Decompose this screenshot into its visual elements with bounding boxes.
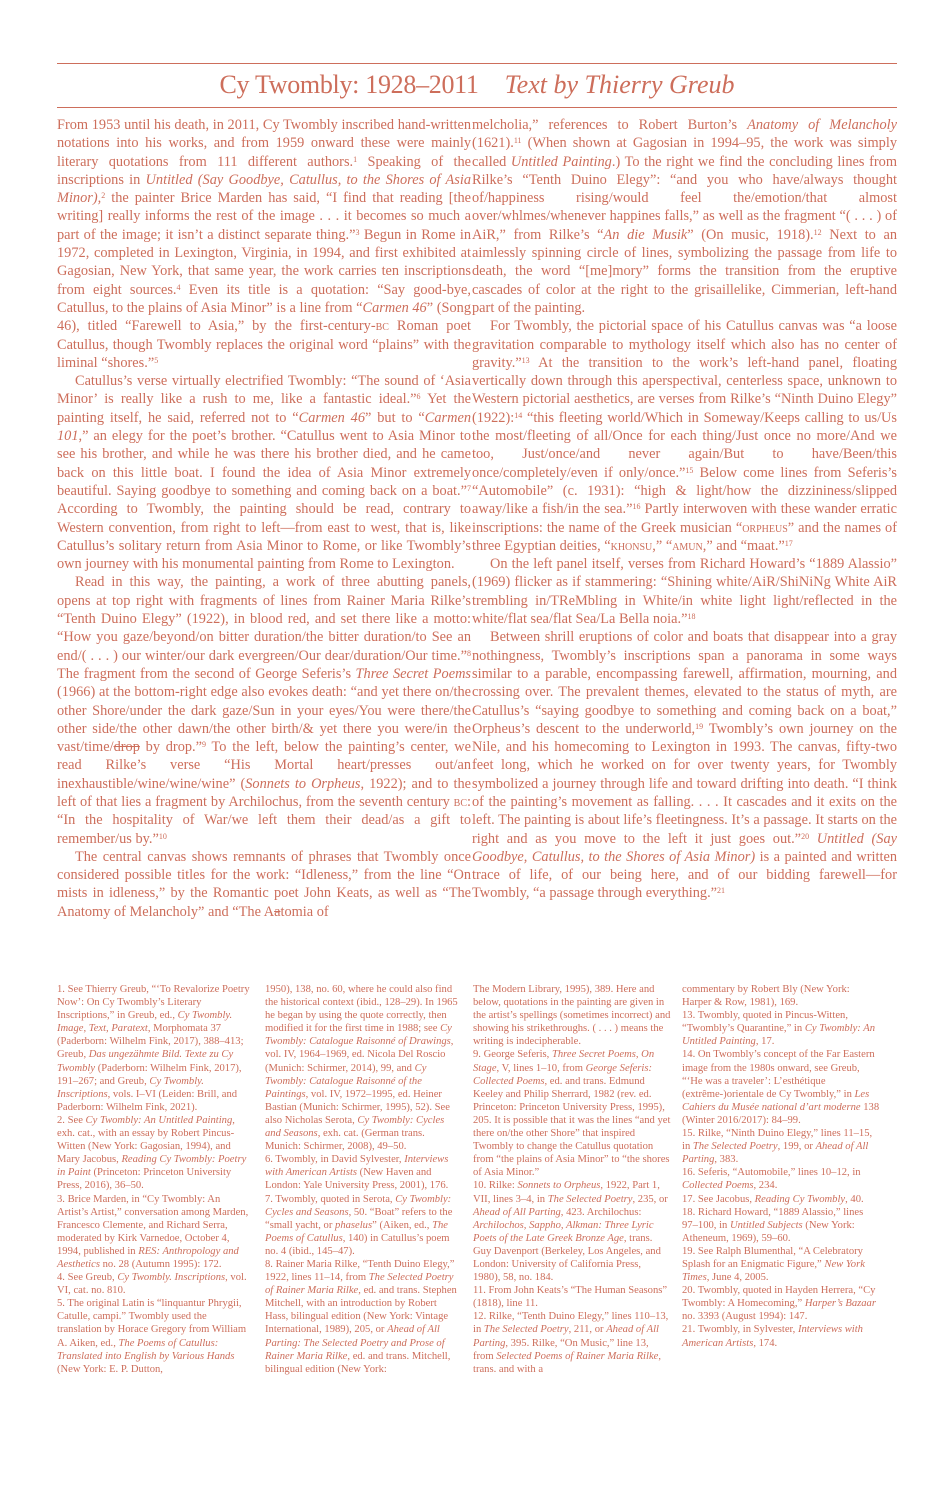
text-run: , 50. “Boat” refers to the “small yacht, or (265, 1206, 453, 1231)
italic-run: RES: Anthropology and Aesthetics (57, 1245, 239, 1270)
text-run: The Modern Library, 1995), 389. Here and below, quotations in the painting are given in the artist’s spellings (sometimes incorrect) and showing his strikethroughs. ( . . . ) means the writing is indecipherable. (473, 984, 671, 1048)
text-run: , 140) in Catullus’s poem no. 4 (ibid., 145–47). (265, 1232, 450, 1257)
text-run: , vol. IV, 1972–1995, ed. Heiner Bastian (Munich: Schirmer, 1995), 52). See also Nicholas Serota, (265, 1088, 450, 1126)
italic-run: Ahead of All Parting: The Selected Poetry and Prose of Rainer Maria Rilke (265, 1324, 445, 1362)
text-run: 10. Rilke: (473, 1180, 518, 1192)
text-run: , 395. Rilke, “On Music,” line 13, from (473, 1337, 649, 1362)
footnotes-column-4 (682, 983, 880, 1350)
text-run: (1966) at the bottom-right edge also evokes death: “and yet there on/the other Shore/under the dark gaze/Sun in your eyes/You were there/the other side/the other dawn/the other birth/& yet there you were/in the vast/time/ (57, 684, 471, 756)
text-run: , 174. (753, 1337, 778, 1349)
text-run: , 211, or (568, 1324, 607, 1336)
italic-run: Untitled (Say Goodbye, Catullus, to the Shores of Asia Minor), (57, 171, 471, 207)
text-run: , trans. Guy Davenport (Berkeley, Los Angeles, and London: University of California Press, 1980), 58, no. 184. (473, 1232, 661, 1284)
footnote-ref: 19 (695, 721, 704, 731)
footnote (682, 1206, 880, 1245)
header-rule-top (57, 63, 897, 64)
text-run: Roman poet Catullus, though Twombly replaces the original word “plains” with the liminal “shores.” (57, 318, 472, 371)
text-run: The central canvas shows remnants of phrases that Twombly once considered possible titles for the work: “Idleness,” from the line “On mists in idleness,” by the Romantic poet John Keats, as well as “The Anatomy of Melancholy” and “The A (57, 848, 471, 920)
footnote (265, 1258, 460, 1376)
footnote (57, 1297, 252, 1376)
text-run: 5. The original Latin is “linquantur Phrygii, Catulle, campi.” Twombly used the translation by Horace Gregory from William A. Aiken, ed., (57, 1298, 247, 1349)
italic-run: Cy Twombly: Catalogue Raisonné of Drawings (265, 1023, 452, 1048)
footnotes-column-2 (265, 983, 460, 1376)
text-run: 4. See Greub, (57, 1272, 118, 1284)
italic-run: Untitled Subjects (729, 1219, 803, 1231)
body-column-right (472, 116, 897, 903)
footnote-ref: 18 (687, 612, 696, 622)
text-run: , 1922); and to the left of that lies a fragment by Archilochus, from the seventh century (57, 775, 471, 810)
italic-run: Cy Twombly. Image, Text, Paratext (57, 1010, 233, 1035)
text-run: “this fleeting world/Which in Someway/Keeps calling to us/Us the most/fleeting of all/Once for each thing/Just once no more/And we too, Just/once/and never again/But to have/Been/this once/completely/even if only/once.” (472, 409, 897, 481)
struck-run: a (274, 903, 281, 920)
footnote (265, 1193, 460, 1258)
footnote (265, 983, 460, 1153)
footnote (57, 983, 252, 1114)
italic-run: Harper’s Bazaar (804, 1298, 876, 1310)
italic-run: Archilochos, Sappho, Alkman: Three Lyric Poets of the Late Greek Bronze Age (473, 1219, 654, 1244)
footnote-ref: 16 (632, 502, 641, 512)
body-paragraph (57, 848, 471, 921)
footnote-ref: 3 (355, 227, 360, 237)
text-run: 17. See Jacobus, (682, 1193, 755, 1205)
footnote (265, 1153, 460, 1192)
italic-run: Sonnets to Orpheus (517, 1180, 601, 1192)
italic-run: George Seferis: Collected Poems (473, 1062, 653, 1087)
text-run: the painter Brice Marden has said, “I find that reading [the writing] really informs the rest of the image . . . it becomes so much a part of the image; it isn’t a distinct separate thing.” (57, 190, 471, 243)
footnote-ref: 1 (353, 154, 358, 164)
text-run: , 199, or (777, 1141, 816, 1153)
text-run: , 40. (845, 1193, 864, 1205)
footnote (473, 1284, 671, 1310)
text-run: melcholia,” references to Robert Burton’s (472, 117, 748, 133)
body-column-left (57, 116, 471, 921)
footnote-ref: 11 (513, 136, 522, 146)
footnote-ref: 15 (685, 465, 694, 475)
small-caps-run: amun (672, 537, 703, 554)
italic-run: Interviews with American Artists (682, 1324, 863, 1349)
footnote (682, 1166, 880, 1192)
footnote (682, 1127, 880, 1166)
small-caps-run: bc (375, 318, 389, 335)
text-run: At the transition to the work’s left-hand panel, floating vertically down through this aperspectival, centerless space, unknown to Western pictorial aesthetics, are verses from Rilke’s “Ninth Duino Elegy” (1922): (472, 354, 897, 426)
page-title: Cy Twombly: 1928–2011 (219, 70, 479, 99)
body-paragraph (57, 372, 471, 573)
text-run: Read in this way, the painting, a work of three abutting panels, opens at top right with fragments of lines from Rainer Maria Rilke’s “Tenth Duino Elegy” (1922), in blood red, and set there like a motto: “How you gaze/beyond/on bitter duration/the bitter duration/to See an end/( . . . ) our winter/our dark evergreen/Our dear/duration/Our time.” (57, 574, 471, 664)
italic-run: Ahead of All Parting (473, 1324, 659, 1349)
text-run: commentary by Robert Bly (New York: Harper & Row, 1981), 169. (682, 984, 850, 1009)
italic-run: The Selected Poetry (547, 1193, 633, 1205)
body-paragraph (472, 317, 897, 555)
text-run: 16. Seferis, “Automobile,” lines 10–12, in (682, 1167, 861, 1179)
footnote (473, 1310, 671, 1375)
text-run: Below come lines from Seferis’s “Automobile” (c. 1931): “high & light/how the dizzininess/slipped away/like a fish/in the sea.” (472, 464, 898, 518)
text-run: ” and the names of three Egyptian deities, “ (472, 519, 897, 554)
text-run: 8. Rainer Maria Rilke, “Tenth Duino Elegy,” 1922, lines 11–14, from (265, 1258, 455, 1284)
italic-run: Interviews with American Artists (265, 1154, 449, 1179)
text-run: (Paderborn: Wilhelm Fink, 2017), 191–267; and Greub, (57, 1062, 242, 1087)
text-run: by drop.” (139, 739, 203, 756)
footnotes-column-3 (473, 983, 671, 1376)
text-run: The fragment from the second of George Seferis’s (57, 665, 356, 682)
text-run: 11. From John Keats’s “The Human Seasons” (1818), line 11. (473, 1285, 668, 1310)
body-paragraph (472, 116, 897, 317)
text-run: ,” and “maat.” (702, 537, 785, 554)
text-run: , Morphomata 37 (Paderborn: Wilhelm Fink, 2017), 388–413; Greub, (57, 1023, 244, 1061)
text-run: Speaking of the inscriptions in (57, 153, 471, 188)
footnote-ref: 13 (521, 355, 530, 365)
footnote (682, 1048, 880, 1127)
footnote-ref: 10 (158, 831, 167, 841)
small-caps-run: bc (453, 793, 467, 810)
text-run: ,” “ (652, 537, 673, 554)
text-run: To the left, below the painting’s center, we read Rilke’s verse “His Mortal heart/presses out/an inexhaustible/wine/wine/wine” ( (57, 739, 471, 792)
text-run: 3. Brice Marden, in “Cy Twombly: An Artist’s Artist,” conversation among Marden, Francesco Clemente, and Richard Serra, moderated by Kirk Varnedoe, October 4, 1994, published in (57, 1193, 249, 1257)
footnote (57, 1193, 252, 1272)
text-run: 2. See (57, 1114, 86, 1126)
page-header (57, 66, 897, 104)
text-run: 12. Rilke, “Tenth Duino Elegy,” lines 110–13, in (473, 1311, 669, 1336)
text-run: , 383. (714, 1154, 739, 1166)
text-run: , vol. IV, 1964–1969, ed. Nicola Del Roscio (Munich: Schirmer, 2014), 99, and (265, 1036, 454, 1074)
footnote-ref: 7 (467, 483, 471, 493)
text-run: Next to an aimlessly spinning circle of lines, symbolizing the passage from life to death, the word “[me]mory” forms the transition from the eruptive cascades of color at the right to the grisaillelike, Cimmerian, left-hand part of the painting. (472, 226, 897, 316)
italic-run: The Selected Poetry (483, 1324, 569, 1336)
italic-run: Carmen 101 (57, 409, 471, 445)
text-run: 9. George Seferis, (473, 1049, 552, 1061)
footnote (682, 1284, 880, 1323)
italic-run: Cy Twombly: An Untitled Painting (85, 1114, 233, 1126)
text-run: , V, lines 1–10, from (496, 1062, 586, 1074)
text-run: no. 28 (Autumn 1995): 172. (99, 1258, 222, 1270)
small-caps-run: orpheus (742, 519, 788, 536)
footnote-ref: 12 (813, 227, 822, 237)
italic-run: Carmen 46 (298, 409, 366, 426)
italic-run: Cy Twombly: Cycles and Seasons (265, 1114, 445, 1140)
italic-run: An die Musik (603, 226, 688, 243)
text-run: , vol. VI, cat. no. 810. (57, 1272, 247, 1297)
footnote-ref: 4 (176, 282, 181, 292)
text-run: , vols. I–VI (Leiden: Brill, and Paderborn: Wilhelm Fink, 2021). (57, 1088, 238, 1113)
footnote (682, 1245, 880, 1284)
text-run: 7. Twombly, quoted in Serota, (265, 1193, 396, 1205)
italic-run: Cy Twombly: Catalogue Raisonné of the Paintings (265, 1062, 427, 1100)
italic-run: Cy Twombly. Inscriptions (117, 1272, 226, 1284)
footnote-ref: 17 (784, 538, 793, 548)
text-run: : “In the hospitality of War/we left them their dead/as a gift to remember/us by.” (57, 793, 471, 847)
text-run: . (611, 153, 616, 170)
text-run: ,” an elegy for the poet’s brother. “Catullus went to Asia Minor to see his brother, and while he was there his brother died, and he came back on this little boat. I found the idea of Asia Minor extremely beautiful. Saying goodbye to something and coming back on a boat.” (57, 428, 471, 499)
struck-run: drop (113, 739, 140, 756)
text-run: , June 4, 2005. (706, 1272, 769, 1284)
footnote (473, 1179, 671, 1284)
text-run: (Princeton: Princeton University Press, 2016), 36–50. (57, 1167, 232, 1192)
text-run: (1621). (472, 135, 514, 152)
small-caps-run: khonsu (610, 537, 653, 554)
text-run: (New Haven and London: Yale University Press, 2001), 176. (265, 1167, 449, 1192)
text-run: is a painted and written trace of life, of our being here, and of our bidding farewell—for Twombly, “a passage through everything.” (472, 848, 898, 902)
footnote (473, 1048, 671, 1179)
text-run: (New York: Atheneum, 1969), 59–60. (682, 1219, 855, 1244)
italic-run: Ahead of All Parting (473, 1206, 561, 1218)
body-paragraph (57, 573, 471, 847)
footnote (682, 1323, 880, 1349)
italic-run: Untitled Painting (510, 153, 612, 170)
text-run: 1. See Thierry Greub, “‘To Revalorize Poetry Now’: On Cy Twombly’s Literary Inscriptions,” in Greub, ed., (57, 984, 250, 1022)
italic-run: The Poems of Catullus (265, 1219, 448, 1244)
text-run: 14. On Twombly’s concept of the Far Eastern image from the 1980s onward, see Greub, “‘He was a traveler’: L’esthétique (extrême-)orientale de Cy Twombly,” in (682, 1049, 875, 1100)
text-run: Begun in Rome in 1972, completed in Lexington, Virginia, in 1994, and first exhibited at Gagosian, New York, that same year, the work carries ten inscriptions from eight sources. (57, 226, 471, 298)
italic-run: Selected Poems of Rainer Maria Rilke (496, 1350, 659, 1362)
italic-run: Three Secret Poems (355, 665, 472, 682)
text-run: , exh. cat., with an essay by Robert Pincus-Witten (New York: Gagosian, 1994), and Mary Jacobus, (57, 1114, 235, 1166)
text-run: ” (Aiken, ed., (372, 1219, 433, 1231)
footnote-ref: 6 (416, 392, 421, 402)
text-run: Catullus’s verse virtually electrified Twombly: “The sound of ‘Asia Minor’ is really like a rush to me, like a fantastic ideal.” (57, 373, 471, 408)
footnote-ref: 9 (202, 740, 207, 750)
text-run: ” (Song 46), titled “Farewell to Asia,” by the first-century- (57, 299, 471, 335)
text-run: ” but to “ (365, 409, 425, 426)
text-run: ) To the right we find the concluding lines from Rilke’s “Tenth Duino Elegy”: “and you who have/always thought of/happiness rising/would feel the/emotion/that almost over/whlmes/whenever happines falls,” as well as the fragment “( . . . ) of AiR,” from Rilke’s “ (472, 153, 897, 243)
text-run: 20. Twombly, quoted in Hayden Herrera, “Cy Twombly: A Homecoming,” (682, 1285, 876, 1310)
text-run: Yet the painting itself, he said, referred not to “ (57, 391, 471, 426)
body-paragraph (472, 555, 897, 628)
text-run: , 1922, Part 1, VII, lines 3–4, in (473, 1180, 660, 1205)
text-run: , ed. and trans. Mitchell, bilingual edition (New York: (265, 1350, 451, 1375)
italic-run: Cy Twombly: An Untitled Painting (682, 1023, 876, 1048)
italic-run: Sonnets to Orpheus (245, 775, 361, 792)
footnote (473, 983, 671, 1048)
italic-run: Reading Cy Twombly: Poetry in Paint (57, 1154, 247, 1179)
text-run: , ed. and trans. Edmund Keeley and Philip Sherrard, 1982 (rev. ed. Princeton: Princeton University Press, 1995), 205. It is possible that it was the lines “and yet there on/the other Shore” that inspired Twombly to change the Catullus quotation from “the plains of Asia Minor” to “the shores of Asia Minor.” (473, 1075, 671, 1179)
italic-run: phaselus (335, 1219, 373, 1231)
italic-run: Reading Cy Twombly (754, 1193, 846, 1205)
text-run: Even its title is a quotation: “Say good-bye, Catullus, to the plains of Asia Minor” is a line from “ (57, 281, 472, 316)
text-run: 19. See Ralph Blumenthal, “A Celebratory Splash for an Enigmatic Figure,” (682, 1245, 863, 1270)
footnote-ref: 5 (154, 355, 159, 365)
text-run: , 234. (753, 1180, 778, 1192)
header-rule-bottom (57, 107, 897, 108)
italic-run: The Selected Poetry (692, 1141, 778, 1153)
footnote-ref: 8 (467, 648, 471, 658)
text-run: , 423. Archilochus: (560, 1206, 642, 1218)
italic-run: The Selected Poetry of Rainer Maria Rilke (265, 1272, 454, 1297)
text-run: Partly interwoven with these wander erratic inscriptions: the name of the Greek musician “ (472, 501, 897, 536)
text-run: Twombly’s own journey on the Nile, and his homecoming to Lexington in 1993. The canvas, fifty-two feet long, which he worked on for over twenty years, for Twombly symbolized a journey through life and toward drifting into death. “I think of the painting’s movement as falling. . . . It cascades and it exits on the left. The painting is about life’s fleetingness. It’s a passage. It starts on the right and as you move to the left it just goes out.” (472, 720, 897, 847)
footnote-ref: 20 (801, 831, 810, 841)
body-paragraph (472, 628, 897, 902)
italic-run: The Poems of Catullus: Translated into English by Various Hands (57, 1337, 235, 1362)
footnote (682, 1009, 880, 1048)
text-run: (New York: E. P. Dutton, (57, 1363, 163, 1375)
text-run: , 235, or (632, 1193, 668, 1205)
text-run: , 17. (755, 1036, 775, 1048)
text-run: no. 3393 (August 1994): 147. (682, 1311, 808, 1323)
italic-run: Cy Twombly. Inscriptions (57, 1075, 204, 1100)
text-run: 1950), 138, no. 60, where he could also find the historical context (ibid., 128–29). In 1965 he began by using the quote correctly, then modified it for the first time in 1988; see (265, 984, 458, 1035)
footnotes-column-1 (57, 983, 252, 1376)
italic-run: Untitled (Say Goodbye, Catullus, to the Shores of Asia Minor) (472, 830, 897, 865)
italic-run: Three Secret Poems, On Stage (473, 1049, 655, 1074)
text-run: tomia of (280, 903, 329, 920)
text-run: From 1953 until his death, in 2011, Cy Twombly inscribed hand-written notations into his works, and from 1959 onward these were mainly literary quotations from 111 different authors. (57, 117, 471, 170)
footnote (682, 983, 880, 1009)
text-run: Between shrill eruptions of color and boats that disappear into a gray nothingness, Twombly’s inscriptions span a panorama in some ways similar to a parable, encompassing farewell, affirmation, mourning, and crossing over. The prevalent themes, elevated to the status of myth, are Catullus’s “saying goodbye to something and coming back on a boat,” Orpheus’s descent to the underworld, (472, 629, 897, 737)
text-run: 138 (Winter 2016/2017): 84–99. (682, 1101, 880, 1126)
text-run: , exh. cat. (German trans. Munich: Schirmer, 2008), 49–50. (265, 1128, 425, 1153)
italic-run: Anatomy of Melancholy (747, 117, 897, 133)
footnote-ref: 14 (514, 410, 523, 420)
text-run: 21. Twombly, in Sylvester, (682, 1324, 798, 1336)
italic-run: Ahead of All Parting (682, 1141, 869, 1166)
footnote-ref: 21 (717, 886, 726, 896)
text-run: 18. Richard Howard, “1889 Alassio,” lines 97–100, in (682, 1206, 864, 1231)
italic-run: Cy Twombly: Cycles and Seasons (265, 1193, 452, 1218)
italic-run: Das ungezähmte Bild. Texte zu Cy Twombly (57, 1049, 234, 1074)
text-run: (When shown at Gagosian in 1994–95, the work was simply called (472, 135, 897, 170)
text-run: , trans. and with a (473, 1350, 661, 1375)
text-run: For Twombly, the pictorial space of his Catullus canvas was “a loose gravitation comparable to mythology itself which also has no center of gravity.” (472, 318, 897, 371)
footnote (57, 1114, 252, 1193)
text-run: 15. Rilke, “Ninth Duino Elegy,” lines 11–15, in (682, 1128, 873, 1153)
italic-run: Carmen 46 (362, 299, 427, 316)
text-run (809, 831, 817, 847)
footnote (682, 1193, 880, 1206)
text-run: On the left panel itself, verses from Richard Howard’s “1889 Alassio” (1969) flicker as if stammering: “Shining white/AiR/ShiNiNg White AiR trembling in/TReMbling in White/in white light light/reflected in the white/flat sea/flat Sea/La Bella noia.” (472, 556, 897, 628)
text-run: 13. Twombly, quoted in Pincus-Witten, “Twombly’s Quarantine,” in (682, 1010, 848, 1035)
text-run: , ed. and trans. Stephen Mitchell, with an introduction by Robert Hass, bilingual edition (New York: Vintage International, 1989), 205, or (265, 1285, 457, 1336)
footnote (57, 1271, 252, 1297)
text-run: ” (On music, 1918). (687, 226, 814, 243)
italic-run: Collected Poems (682, 1180, 754, 1192)
italic-run: Les Cahiers du Musée national d’art moderne (682, 1088, 870, 1113)
italic-run: New York Times (682, 1258, 865, 1284)
body-paragraph (57, 116, 471, 372)
page-byline: Text by Thierry Greub (504, 70, 735, 99)
footnote-ref: 2 (101, 191, 106, 201)
text-run: According to Twombly, the painting should be read, contrary to Western convention, from right to left—from east to west, that is, like Catullus’s solitary return from Asia Minor to Rome, or like Twombly’s own journey with his monumental painting from Rome to Lexington. (57, 501, 471, 573)
text-run: 6. Twombly, in David Sylvester, (265, 1154, 405, 1166)
